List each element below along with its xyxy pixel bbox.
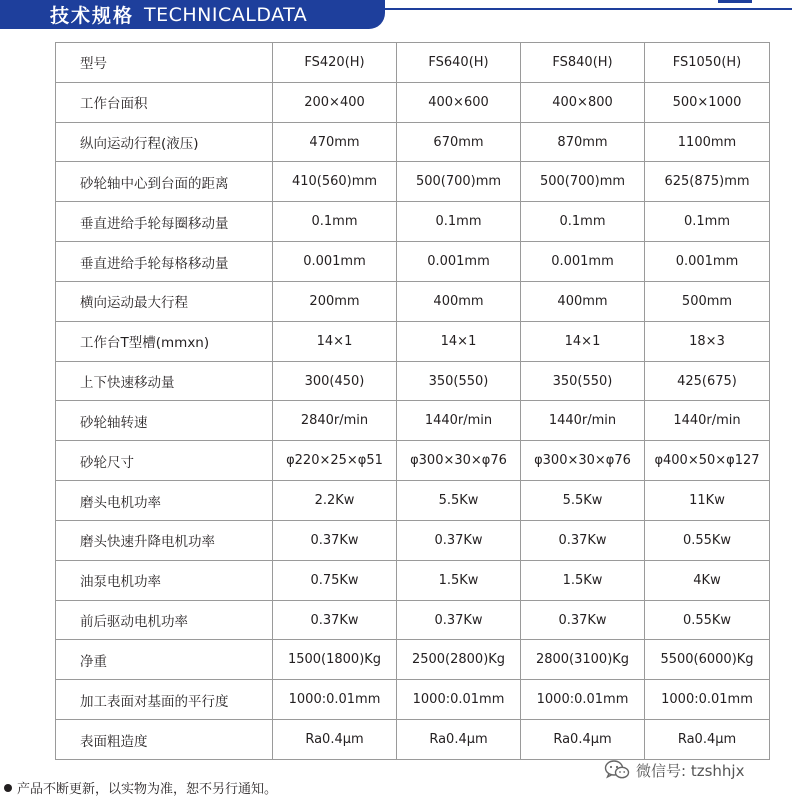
- spec-table: [55, 42, 770, 760]
- section-title-en: TECHNICALDATA: [144, 3, 308, 26]
- table-cell: 5.5Kw: [397, 481, 521, 521]
- row-label: 型号: [56, 43, 273, 83]
- section-title-cn: 技术规格: [50, 5, 135, 27]
- row-label: 表面粗造度: [56, 720, 273, 760]
- table-cell: 1500(1800)Kg: [273, 640, 397, 680]
- table-row: [56, 401, 770, 441]
- table-cell: 0.001mm: [521, 242, 645, 282]
- bullet-icon: [4, 784, 12, 792]
- table-cell: 5500(6000)Kg: [645, 640, 770, 680]
- table-cell: 500mm: [645, 281, 770, 321]
- table-cell: 500(700)mm: [397, 162, 521, 202]
- table-cell: 0.37Kw: [521, 600, 645, 640]
- table-cell: 1.5Kw: [397, 560, 521, 600]
- table-cell: 400mm: [397, 281, 521, 321]
- table-cell: FS420(H): [273, 43, 397, 83]
- table-cell: 0.37Kw: [521, 520, 645, 560]
- header-rule: [385, 8, 792, 10]
- table-cell: 1440r/min: [521, 401, 645, 441]
- row-label: 垂直进给手轮每圈移动量: [56, 202, 273, 242]
- table-cell: 0.001mm: [645, 242, 770, 282]
- table-cell: 0.1mm: [397, 202, 521, 242]
- table-cell: 400×600: [397, 82, 521, 122]
- table-cell: 200×400: [273, 82, 397, 122]
- table-cell: Ra0.4μm: [645, 720, 770, 760]
- table-cell: 0.75Kw: [273, 560, 397, 600]
- table-cell: 1100mm: [645, 122, 770, 162]
- table-cell: 0.1mm: [645, 202, 770, 242]
- table-row: [56, 82, 770, 122]
- table-cell: FS1050(H): [645, 43, 770, 83]
- table-cell: 410(560)mm: [273, 162, 397, 202]
- table-cell: 870mm: [521, 122, 645, 162]
- row-label: 加工表面对基面的平行度: [56, 680, 273, 720]
- table-cell: 0.37Kw: [273, 600, 397, 640]
- table-cell: 14×1: [521, 321, 645, 361]
- row-label: 前后驱动电机功率: [56, 600, 273, 640]
- row-label: 砂轮尺寸: [56, 441, 273, 481]
- table-cell: 1440r/min: [645, 401, 770, 441]
- table-cell: 14×1: [273, 321, 397, 361]
- table-cell: 425(675): [645, 361, 770, 401]
- table-cell: 500×1000: [645, 82, 770, 122]
- row-label: 垂直进给手轮每格移动量: [56, 242, 273, 282]
- section-header: [0, 0, 385, 29]
- row-label: 纵向运动行程(液压): [56, 122, 273, 162]
- table-cell: 0.001mm: [397, 242, 521, 282]
- table-row: [56, 441, 770, 481]
- table-cell: 0.55Kw: [645, 520, 770, 560]
- table-cell: Ra0.4μm: [273, 720, 397, 760]
- table-cell: 1.5Kw: [521, 560, 645, 600]
- table-cell: 2.2Kw: [273, 481, 397, 521]
- row-label: 上下快速移动量: [56, 361, 273, 401]
- table-cell: 0.37Kw: [397, 600, 521, 640]
- table-cell: 1440r/min: [397, 401, 521, 441]
- table-cell: 1000:0.01mm: [273, 680, 397, 720]
- table-cell: 670mm: [397, 122, 521, 162]
- table-row: [56, 520, 770, 560]
- row-label: 砂轮轴中心到台面的距离: [56, 162, 273, 202]
- table-row: [56, 281, 770, 321]
- table-cell: FS840(H): [521, 43, 645, 83]
- table-cell: φ400×50×φ127: [645, 441, 770, 481]
- spec-table-body: [56, 43, 770, 760]
- table-cell: 1000:0.01mm: [645, 680, 770, 720]
- table-cell: 350(550): [397, 361, 521, 401]
- table-row: [56, 242, 770, 282]
- table-row: [56, 202, 770, 242]
- table-cell: 400mm: [521, 281, 645, 321]
- table-cell: 0.1mm: [521, 202, 645, 242]
- table-cell: 2500(2800)Kg: [397, 640, 521, 680]
- table-cell: 11Kw: [645, 481, 770, 521]
- table-cell: FS640(H): [397, 43, 521, 83]
- table-row: [56, 720, 770, 760]
- table-row: [56, 680, 770, 720]
- table-cell: φ300×30×φ76: [397, 441, 521, 481]
- table-cell: φ300×30×φ76: [521, 441, 645, 481]
- table-cell: 0.001mm: [273, 242, 397, 282]
- footnote: [4, 778, 277, 797]
- table-cell: 0.1mm: [273, 202, 397, 242]
- row-label: 磨头电机功率: [56, 481, 273, 521]
- table-cell: 14×1: [397, 321, 521, 361]
- table-cell: Ra0.4μm: [521, 720, 645, 760]
- table-cell: 200mm: [273, 281, 397, 321]
- table-row: [56, 162, 770, 202]
- table-cell: 0.55Kw: [645, 600, 770, 640]
- table-cell: 4Kw: [645, 560, 770, 600]
- table-cell: 1000:0.01mm: [521, 680, 645, 720]
- table-row: [56, 122, 770, 162]
- table-cell: φ220×25×φ51: [273, 441, 397, 481]
- table-cell: 2840r/min: [273, 401, 397, 441]
- wechat-watermark: [604, 759, 744, 781]
- row-label: 油泵电机功率: [56, 560, 273, 600]
- table-cell: 0.37Kw: [273, 520, 397, 560]
- table-row: [56, 640, 770, 680]
- table-row: [56, 481, 770, 521]
- row-label: 砂轮轴转速: [56, 401, 273, 441]
- table-row: [56, 361, 770, 401]
- table-cell: 500(700)mm: [521, 162, 645, 202]
- header-rule-accent: [718, 0, 752, 3]
- table-cell: 300(450): [273, 361, 397, 401]
- table-row: [56, 560, 770, 600]
- wechat-id-text: 微信号: tzshhjx: [636, 761, 745, 780]
- table-row: [56, 600, 770, 640]
- table-cell: 625(875)mm: [645, 162, 770, 202]
- row-label: 净重: [56, 640, 273, 680]
- table-cell: 5.5Kw: [521, 481, 645, 521]
- table-cell: Ra0.4μm: [397, 720, 521, 760]
- footnote-text: 产品不断更新，以实物为准，恕不另行通知。: [17, 782, 278, 797]
- table-cell: 350(550): [521, 361, 645, 401]
- table-cell: 18×3: [645, 321, 770, 361]
- table-cell: 400×800: [521, 82, 645, 122]
- table-row: [56, 321, 770, 361]
- row-label: 工作台面积: [56, 82, 273, 122]
- row-label: 横向运动最大行程: [56, 281, 273, 321]
- row-label: 磨头快速升降电机功率: [56, 520, 273, 560]
- table-cell: 470mm: [273, 122, 397, 162]
- row-label: 工作台T型槽(mmxn): [56, 321, 273, 361]
- table-header-row: [56, 43, 770, 83]
- table-cell: 0.37Kw: [397, 520, 521, 560]
- table-cell: 1000:0.01mm: [397, 680, 521, 720]
- table-cell: 2800(3100)Kg: [521, 640, 645, 680]
- wechat-icon: [604, 759, 630, 781]
